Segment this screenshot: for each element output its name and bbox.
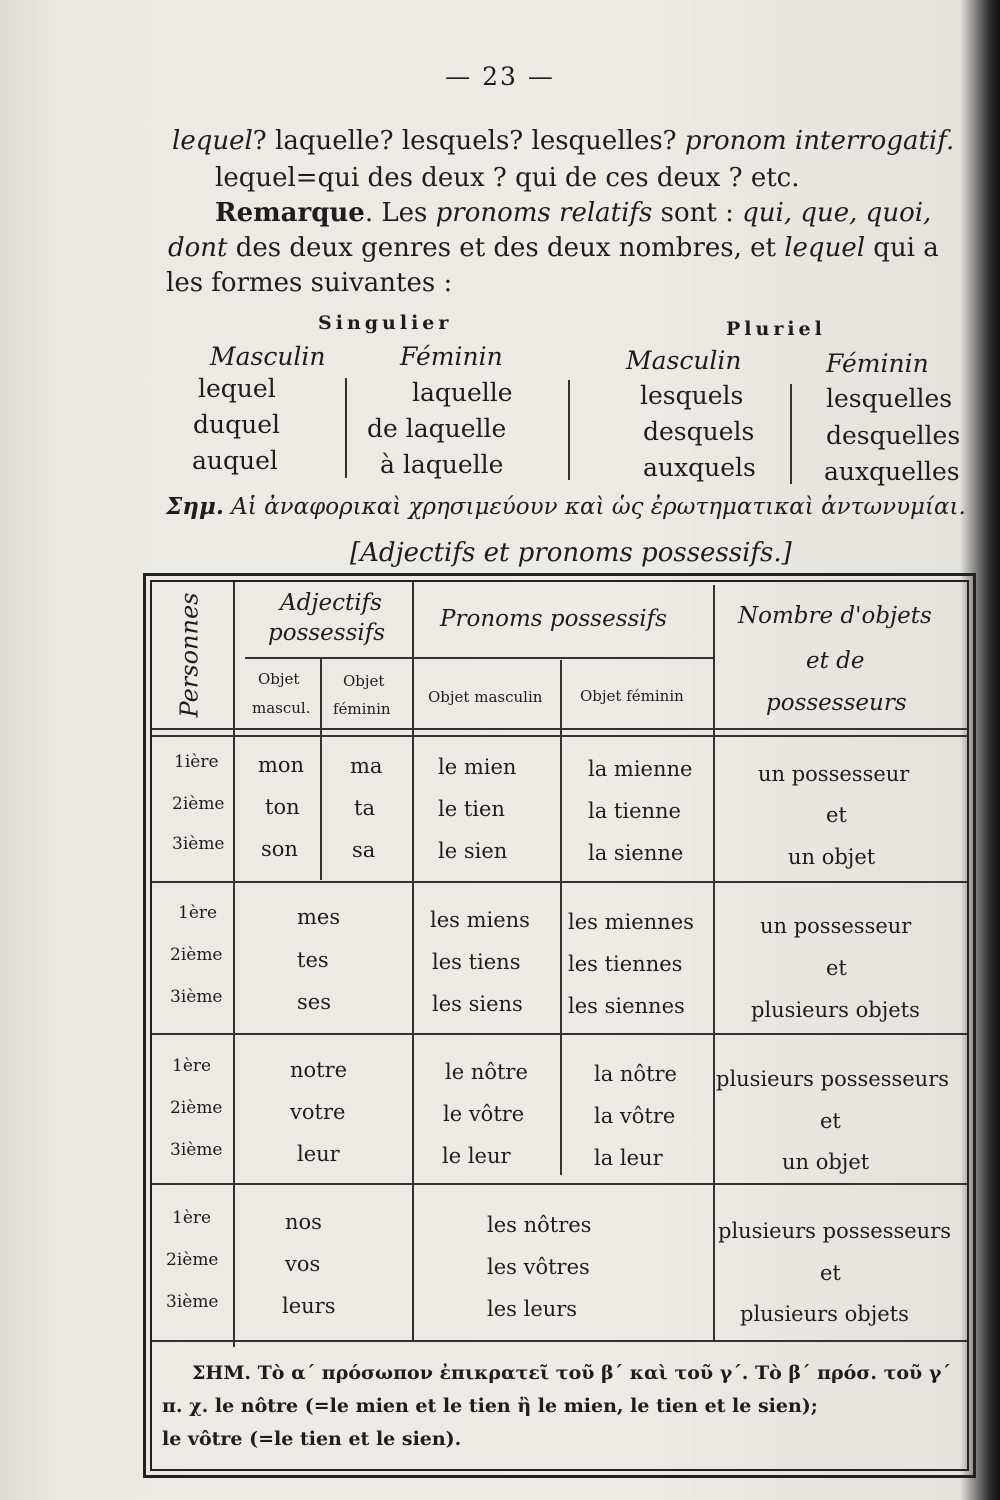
table-cell: le sien xyxy=(438,839,508,863)
rel-header-masc-sing: Masculin xyxy=(210,342,326,371)
table-cell: mes xyxy=(297,905,341,929)
table-cell: sa xyxy=(352,838,376,862)
section-title: [Adjectifs et pronoms possessifs.] xyxy=(350,538,792,568)
bottom-note-line: π. χ. le nôtre (=le mien et le tien ἢ le mien, le tien et le sien); xyxy=(162,1395,818,1417)
table-cell: nos xyxy=(285,1210,322,1234)
table-cell: ton xyxy=(265,795,300,819)
table-cell: mon xyxy=(258,753,305,777)
table-cell: les leurs xyxy=(487,1297,578,1321)
table-cell: la leur xyxy=(594,1146,663,1170)
table-cell: la mienne xyxy=(588,757,693,781)
ordinal: 2ième xyxy=(166,1250,219,1270)
adjectifs-header: Adjectifs xyxy=(280,590,382,616)
table-cell: les tiennes xyxy=(568,952,683,976)
nombre-header: possesseurs xyxy=(766,690,907,716)
table-cell: les miens xyxy=(430,908,530,932)
table-cell: la tienne xyxy=(588,799,681,823)
rel-cell: laquelle xyxy=(412,378,513,407)
page-number: — 23 — xyxy=(445,62,555,91)
rel-cell: duquel xyxy=(193,410,280,439)
table-cell: un objet xyxy=(788,845,876,869)
table-cell: et xyxy=(826,803,847,827)
greek-note-label: Σημ. xyxy=(166,493,224,520)
table-cell: plusieurs possesseurs xyxy=(718,1219,952,1243)
singulier-heading: Singulier xyxy=(318,312,453,334)
table-cell: leurs xyxy=(282,1294,336,1318)
rel-header-fem-sing: Féminin xyxy=(400,342,503,371)
ordinal: 2ième xyxy=(170,1098,223,1118)
intro-text: pronoms relatifs xyxy=(435,198,653,228)
table-cell: ma xyxy=(350,754,383,778)
table-cell: les siens xyxy=(432,992,523,1016)
table-cell: vos xyxy=(285,1252,321,1276)
intro-text: des deux genres et des deux nombres, et xyxy=(235,233,776,263)
rel-cell: auquel xyxy=(192,446,278,475)
intro-line-5: les formes suivantes : xyxy=(166,268,453,298)
table-line xyxy=(152,1033,967,1035)
subheader: Objet masculin xyxy=(428,688,543,706)
intro-lequel: lequel xyxy=(172,126,253,156)
table-line xyxy=(320,658,322,880)
intro-line-4 xyxy=(168,235,939,261)
rel-cell: à laquelle xyxy=(380,450,504,479)
table-cell: le leur xyxy=(442,1144,511,1168)
pronoms-header: Pronoms possessifs xyxy=(440,606,667,632)
table-cell: un possesseur xyxy=(758,762,910,786)
table-cell: et xyxy=(820,1261,841,1285)
intro-text: qui a xyxy=(873,233,939,263)
ordinal: 3ième xyxy=(166,1292,219,1312)
table-cell: un objet xyxy=(782,1150,870,1174)
table-cell: les vôtres xyxy=(487,1255,590,1279)
rel-divider xyxy=(790,384,792,484)
pluriel-heading: Pluriel xyxy=(726,318,826,340)
ordinal: 1ère xyxy=(172,1056,212,1076)
table-cell: la vôtre xyxy=(594,1104,676,1128)
greek-note-text: Αἱ ἀναφορικαὶ χρησιμεύουν καὶ ὡς ἐρωτηματικαὶ ἀντωνυμίαι. xyxy=(231,494,966,520)
table-cell: la nôtre xyxy=(594,1062,677,1086)
intro-line-2: lequel=qui des deux ? qui de ces deux ? etc. xyxy=(215,163,800,193)
table-line xyxy=(152,735,967,737)
ordinal: 2ième xyxy=(170,945,223,965)
rel-cell: de laquelle xyxy=(367,414,507,443)
table-cell: les tiens xyxy=(432,950,521,974)
table-cell: le nôtre xyxy=(445,1060,528,1084)
subheader: féminin xyxy=(333,700,391,718)
intro-text: sont : xyxy=(660,198,734,228)
personnes-header xyxy=(154,585,224,725)
rel-divider xyxy=(568,380,570,480)
intro-text: lequel xyxy=(784,233,866,263)
rel-cell: lesquels xyxy=(640,381,744,410)
table-line xyxy=(152,881,967,883)
table-cell: la sienne xyxy=(588,841,684,865)
table-cell: un possesseur xyxy=(760,914,912,938)
rel-cell: desquels xyxy=(643,417,755,446)
ordinal: 1ère xyxy=(172,1208,212,1228)
table-line xyxy=(245,657,715,659)
table-line xyxy=(152,1340,967,1342)
table-cell: les siennes xyxy=(568,994,685,1018)
rel-header-masc-plur: Masculin xyxy=(626,346,742,375)
table-cell: son xyxy=(261,837,298,861)
subheader: mascul. xyxy=(252,699,311,717)
rel-divider xyxy=(345,378,347,478)
intro-text: . Les xyxy=(364,198,428,228)
table-cell: plusieurs objets xyxy=(740,1302,909,1326)
personnes-label: Personnes xyxy=(175,592,204,718)
subheader: Objet xyxy=(343,672,385,690)
rel-cell: lequel xyxy=(198,374,276,403)
bottom-note-line: ΣΗΜ. Τὸ α΄ πρόσωπον ἐπικρατεῖ τοῦ β΄ καὶ τοῦ γ΄. Τὸ β΄ πρόσ. τοῦ γ΄ xyxy=(192,1362,951,1384)
table-line xyxy=(152,728,967,730)
table-line xyxy=(560,660,562,1175)
table-cell: leur xyxy=(297,1142,340,1166)
ordinal: 3ième xyxy=(172,834,225,854)
adjectifs-header: possessifs xyxy=(268,620,386,646)
greek-note xyxy=(166,495,966,519)
intro-line-3 xyxy=(215,200,931,226)
intro-text: dont xyxy=(168,233,228,263)
nombre-header: et de xyxy=(806,648,865,674)
subheader: Objet xyxy=(258,670,300,688)
ordinal: 3ième xyxy=(170,1140,223,1160)
table-line xyxy=(412,582,414,1342)
table-cell: les miennes xyxy=(568,910,694,934)
rel-cell: desquelles xyxy=(826,421,961,450)
intro-forms: ? laquelle? lesquels? lesquelles? xyxy=(252,126,677,156)
table-cell: le mien xyxy=(438,755,517,779)
table-cell: plusieurs possesseurs xyxy=(716,1067,950,1091)
table-cell: plusieurs objets xyxy=(751,998,920,1022)
remarque-heading: Remarque xyxy=(215,198,365,228)
table-cell: notre xyxy=(290,1058,348,1082)
table-cell: et xyxy=(820,1109,841,1133)
ordinal: 2ième xyxy=(172,794,225,814)
nombre-header: Nombre d'objets xyxy=(738,603,932,629)
table-cell: les nôtres xyxy=(487,1213,592,1237)
subheader: Objet féminin xyxy=(580,687,684,705)
rel-cell: auxquels xyxy=(643,453,756,482)
ordinal: 1ère xyxy=(178,903,218,923)
table-cell: le vôtre xyxy=(443,1102,525,1126)
bottom-note-line: le vôtre (=le tien et le sien). xyxy=(162,1428,462,1450)
ordinal: 3ième xyxy=(170,987,223,1007)
table-cell: votre xyxy=(290,1100,346,1124)
rel-cell: lesquelles xyxy=(826,384,953,413)
table-cell: et xyxy=(826,956,847,980)
table-line xyxy=(152,1183,967,1185)
table-cell: ta xyxy=(354,796,375,820)
table-line xyxy=(713,585,715,1340)
ordinal: 1ière xyxy=(174,752,219,772)
table-line xyxy=(233,582,235,1347)
rel-cell: auxquelles xyxy=(824,457,960,486)
table-cell: le tien xyxy=(438,797,505,821)
rel-header-fem-plur: Féminin xyxy=(826,349,929,378)
intro-pronom-interrogatif: pronom interrogatif. xyxy=(684,126,955,156)
table-cell: tes xyxy=(297,948,329,972)
intro-line-1 xyxy=(172,128,954,154)
table-cell: ses xyxy=(297,990,331,1014)
intro-text: qui, que, quoi, xyxy=(742,198,932,228)
